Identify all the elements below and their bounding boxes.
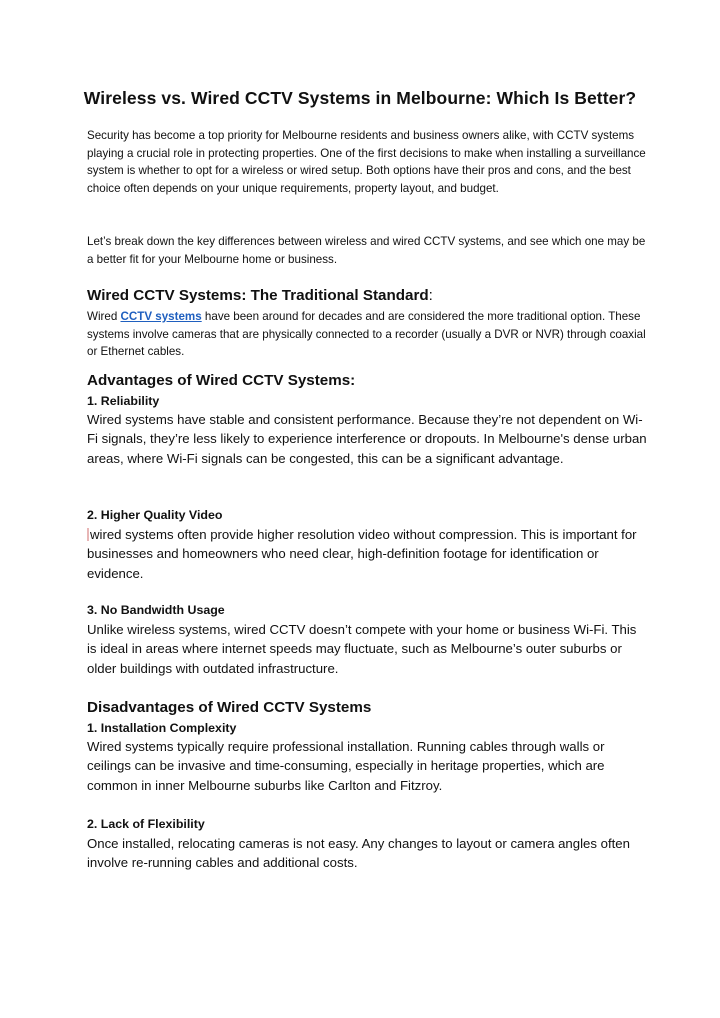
intro-paragraph-2: Let’s break down the key differences between wireless and wired CCTV systems, and see which one may be a better fit for your Melbourne home or business. [87, 235, 646, 266]
advantage-title: 3. No Bandwidth Usage [87, 603, 225, 617]
wired-text-after: have been around for decades and are considered the more traditional option. These systems involve cameras that are physically connected to a recorder (usually a DVR or NVR) through coaxial or Ethernet cables. [87, 310, 646, 359]
advantages-heading: Advantages of Wired CCTV Systems: [87, 372, 356, 389]
wired-heading-text: Wired CCTV Systems: The Traditional Standard [87, 287, 429, 304]
disadvantage-text: Once installed, relocating cameras is not easy. Any changes to layout or camera angles often involve re-running cables and additional costs. [87, 836, 630, 871]
advantage-text [87, 525, 647, 583]
disadvantage-title: 2. Lack of Flexibility [87, 817, 205, 831]
page-title: Wireless vs. Wired CCTV Systems in Melbourne: Which Is Better? [83, 88, 637, 108]
wired-section-heading [87, 287, 433, 304]
wired-intro-paragraph [87, 308, 647, 361]
disadvantage-title: 1. Installation Complexity [87, 721, 237, 735]
wired-text-before: Wired [87, 310, 121, 323]
advantage-text: Unlike wireless systems, wired CCTV doesn’t compete with your home or business Wi-Fi. This is ideal in areas where internet speeds may fluctuate, such as Melbourne’s outer suburbs or older buildings with outdated infrastructure. [87, 622, 637, 676]
advantage-text: Wired systems have stable and consistent performance. Because they’re not dependent on Wi-Fi signals, they’re less likely to experience interference or dropouts. In Melbourne's dense urban areas, where Wi-Fi signals can be congested, this can be a significant advantage. [87, 412, 647, 466]
intro-paragraph-1: Security has become a top priority for Melbourne residents and business owners alike, with CCTV systems playing a crucial role in protecting properties. One of the first decisions to make when installing a surveillance system is whether to opt for a wireless or wired setup. Both options have their pros and cons, and the best choice often depends on your unique requirements, property layout, and budget. [87, 129, 646, 195]
advantage-title: 2. Higher Quality Video [87, 508, 223, 522]
advantage-title: 1. Reliability [87, 394, 160, 408]
advantage-text-content: wired systems often provide higher resolution video without compression. This is important for businesses and homeowners who need clear, high-definition footage for identification or evidence. [87, 527, 637, 581]
cctv-systems-link[interactable]: CCTV systems [120, 310, 202, 323]
disadvantage-text: Wired systems typically require professional installation. Running cables through walls or ceilings can be invasive and time-consuming, especially in heritage properties, which are common in inner Melbourne suburbs like Carlton and Fitzroy. [87, 739, 605, 793]
wired-heading-colon: : [428, 287, 433, 304]
edit-marker [87, 528, 89, 541]
disadvantages-heading: Disadvantages of Wired CCTV Systems [87, 699, 372, 716]
